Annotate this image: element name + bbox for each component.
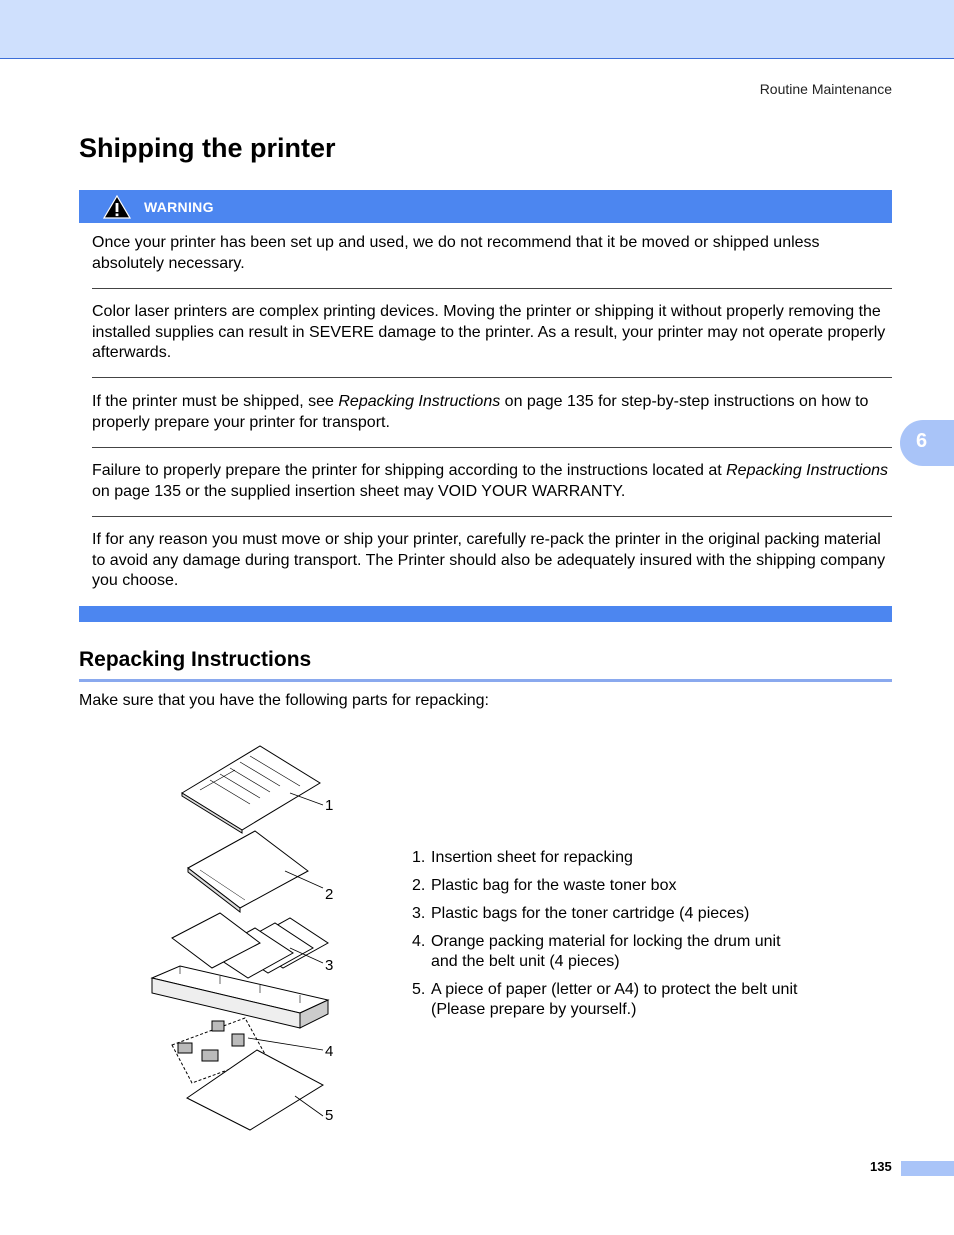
parts-list	[412, 848, 797, 1028]
illustration-label-4: 4	[325, 1043, 334, 1060]
warning-paragraph-3: If the printer must be shipped, see Repacking Instructions on page 135 for step-by-step instructions on how to properly prepare your printer for transport.	[92, 393, 869, 431]
illustration-label-3: 3	[325, 957, 334, 974]
top-band	[0, 0, 954, 59]
illustration-label-1: 1	[325, 797, 334, 814]
list-item: 5. A piece of paper (letter or A4) to protect the belt unit (Please prepare by yourself.)	[412, 981, 798, 1018]
chapter-tab	[900, 420, 954, 466]
warning-paragraph-2: Color laser printers are complex printing devices. Moving the printer or shipping it without properly removing the installed supplies can result in SEVERE damage to the printer. As a result, your printer may not operate properly afterwards.	[92, 303, 886, 361]
illustration-label-5: 5	[325, 1107, 334, 1124]
intro-text: Make sure that you have the following parts for repacking:	[79, 692, 489, 709]
page-number: 135	[870, 1159, 892, 1174]
section-rule	[79, 679, 892, 682]
warning-banner	[79, 190, 892, 223]
toner-bags-drawing	[172, 913, 328, 978]
list-item: 1. Insertion sheet for repacking	[412, 849, 633, 866]
list-item: 2. Plastic bag for the waste toner box	[412, 877, 677, 894]
section-heading: Repacking Instructions	[79, 648, 312, 671]
paper-sheet-drawing	[187, 1050, 323, 1130]
warning-paragraph-1: Once your printer has been set up and used, we do not recommend that it be moved or shipped unless absolutely necessary.	[92, 234, 820, 272]
divider	[92, 516, 892, 517]
list-item: 3. Plastic bags for the toner cartridge (4 pieces)	[412, 905, 750, 922]
illustration-label-2: 2	[325, 886, 334, 903]
chapter-number: 6	[916, 430, 928, 452]
waste-toner-bag-drawing	[188, 831, 323, 912]
repacking-instructions-reference: Repacking Instructions	[338, 393, 501, 410]
repacking-parts-illustration	[140, 738, 340, 1133]
warning-paragraph-5: If for any reason you must move or ship your printer, carefully re-pack the printer in the original packing material to avoid any damage during transport. The Printer should also be adequately insured with the shipping company you choose.	[92, 531, 886, 589]
warning-footer-bar	[79, 606, 892, 622]
repacking-instructions-reference: Repacking Instructions	[726, 462, 888, 479]
divider	[92, 447, 892, 448]
warning-paragraph-4: Failure to properly prepare the printer for shipping according to the instructions located at Repacking Instructions on page 135 or the supplied insertion sheet may VOID YOUR WARRANTY.	[92, 462, 888, 500]
page-tab	[901, 1161, 954, 1176]
insertion-sheet-drawing	[182, 746, 323, 833]
section-header: Routine Maintenance	[759, 81, 892, 97]
warning-label: WARNING	[144, 199, 214, 215]
warning-triangle-icon	[103, 195, 131, 219]
toner-cartridges-drawing	[152, 966, 328, 1028]
list-item: 4. Orange packing material for locking the drum unit and the belt unit (4 pieces)	[412, 933, 781, 970]
divider	[92, 288, 892, 289]
divider	[92, 377, 892, 378]
page-title: Shipping the printer	[79, 133, 336, 163]
